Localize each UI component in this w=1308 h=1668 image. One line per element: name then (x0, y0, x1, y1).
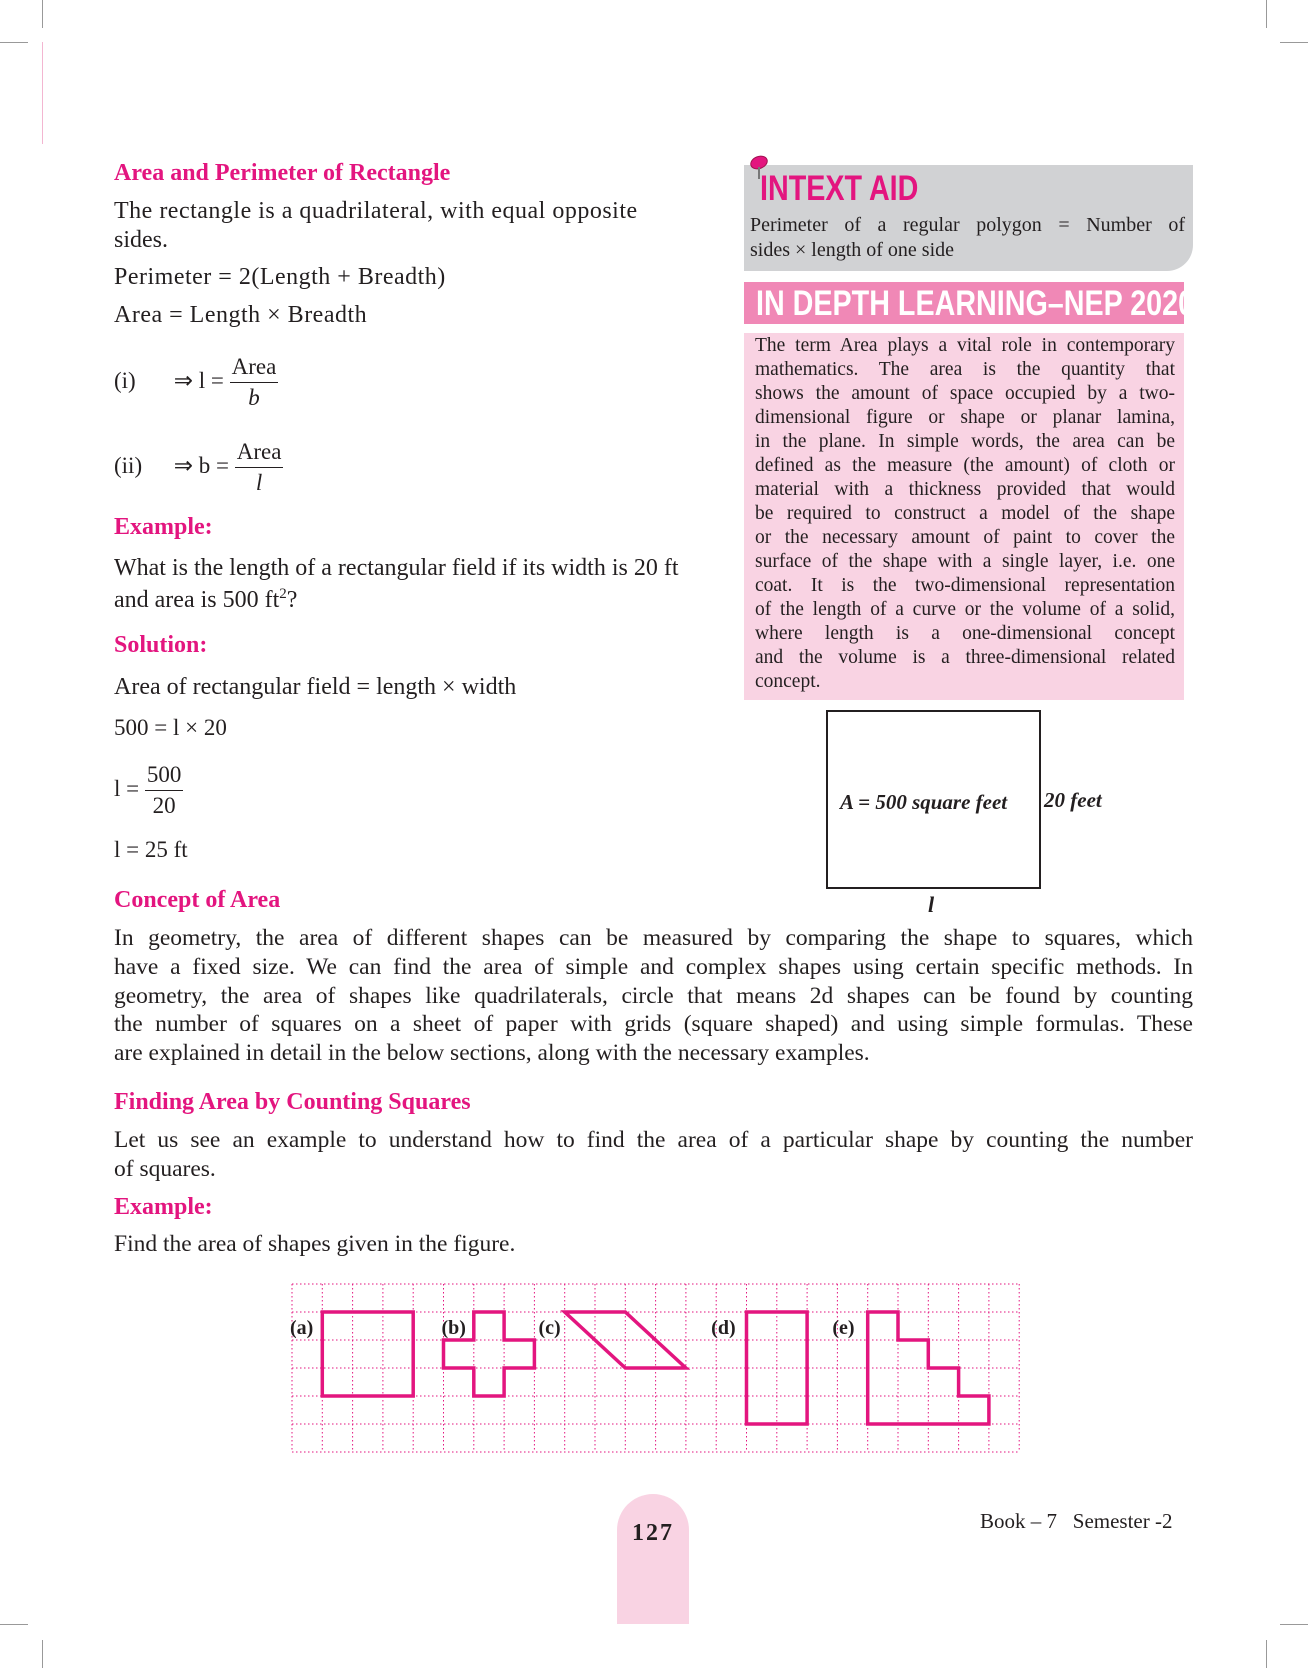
text-line: are explained in detail in the below sections, along with the necessary examples. (114, 1040, 870, 1067)
numerator: 500 (145, 760, 184, 791)
intext-aid-title: INTEXT AID (760, 169, 919, 208)
in-depth-header (744, 282, 1195, 324)
crop-mark (42, 0, 43, 28)
page-number: 127 (632, 1520, 674, 1546)
intext-line-1: Perimeter of a regular polygon = Number of (750, 214, 1185, 236)
solution-answer: l = 25 ft (114, 837, 188, 862)
area-formula: Area = Length × Breadth (114, 302, 368, 328)
text-line: coat. It is the two-dimensional representation (755, 575, 1175, 596)
example-heading: Example: (114, 514, 213, 540)
rectangle-length-label: l (928, 892, 935, 917)
denominator: b (248, 385, 260, 410)
question-line-2 (114, 586, 297, 614)
numerator: Area (230, 352, 279, 383)
formula-length (114, 352, 278, 413)
book-label: Book – 7 (980, 1509, 1058, 1533)
text-line: where length is a one-dimensional concept (755, 623, 1175, 644)
shape-label: (c) (538, 1317, 561, 1339)
question-text: and area is 500 ft (114, 587, 280, 613)
text-sides: sides. (114, 227, 168, 253)
text-line: have a fixed size. We can find the area of simple and complex shapes using certain specific methods. In (114, 953, 1193, 980)
shape-a (322, 1312, 413, 1396)
text-line: be required to construct a model of the shape (755, 503, 1175, 524)
heading-area-perimeter-rectangle: Area and Perimeter of Rectangle (114, 160, 451, 186)
heading-finding-area: Finding Area by Counting Squares (114, 1089, 471, 1115)
text-line: of squares. (114, 1155, 216, 1182)
solution-step-2: 500 = l × 20 (114, 715, 227, 740)
example-task: Find the area of shapes given in the figure. (114, 1231, 516, 1257)
formula-breadth (114, 437, 283, 498)
formula-number: (ii) (114, 452, 143, 478)
solution-step-3 (114, 760, 183, 821)
example-heading: Example: (114, 1194, 213, 1220)
rectangle-width-label: 20 feet (1044, 788, 1102, 812)
text-line: material with a thickness provided that would (755, 479, 1175, 500)
text-line: or the necessary amount of paint to cover the (755, 527, 1175, 548)
rectangle-figure (826, 710, 1041, 889)
shape-label: (b) (441, 1317, 466, 1339)
text-line: Let us see an example to understand how to find the area of a particular shape by counting the number (114, 1127, 1193, 1153)
text-line: mathematics. The area is the quantity that (755, 359, 1175, 380)
text-line: concept. (755, 671, 821, 692)
formula-lhs: ⇒ l = (173, 367, 224, 393)
numerator: Area (235, 437, 284, 468)
formula-number: (i) (114, 367, 136, 393)
crop-mark (42, 1640, 43, 1668)
crop-mark (0, 42, 28, 43)
semester-label: Semester -2 (1072, 1509, 1173, 1533)
text-line: in the plane. In simple words, the area can be (755, 431, 1175, 452)
question-mark: ? (286, 587, 298, 613)
text-line: the number of squares on a sheet of paper with grids (square shaped) and using simple formulas. These (114, 1011, 1193, 1038)
crop-mark (1280, 1624, 1308, 1625)
text-line: shows the amount of space occupied by a two- (755, 383, 1175, 404)
fraction (235, 437, 284, 498)
text-line: dimensional figure or shape or planar lamina, (755, 407, 1175, 428)
rectangle-area-label: A = 500 square feet (840, 790, 1008, 814)
question-line-1: What is the length of a rectangular field if its width is 20 ft (114, 555, 679, 581)
in-depth-body (744, 333, 1184, 700)
shape-label: (e) (832, 1317, 855, 1339)
text-line: surface of the shape with a single layer, i.e. one (755, 551, 1175, 572)
text-line: In geometry, the area of different shapes can be measured by comparing the shape to squares, which (114, 925, 1193, 951)
superscript: 2 (279, 586, 287, 602)
margin-line (42, 42, 43, 144)
fraction (145, 760, 184, 821)
heading-concept-of-area: Concept of Area (114, 887, 281, 913)
denominator: l (255, 470, 263, 495)
in-depth-title: IN DEPTH LEARNING–NEP 2020 (756, 284, 1195, 323)
formula-lhs: ⇒ b = (173, 452, 229, 478)
intext-line-2: sides × length of one side (750, 239, 955, 261)
crop-mark (1266, 1640, 1267, 1668)
text-line: of the length of a curve or the volume of a solid, (755, 599, 1175, 620)
text-line: The term Area plays a vital role in contemporary (755, 335, 1175, 356)
footer-book (980, 1509, 1173, 1534)
text-rectangle-definition: The rectangle is a quadrilateral, with equal opposite (114, 198, 638, 224)
solution-step-1: Area of rectangular field = length × width (114, 674, 517, 700)
shape-label: (d) (711, 1317, 736, 1339)
formula-lhs: l = (114, 775, 140, 801)
crop-mark (1266, 0, 1267, 28)
denominator: 20 (152, 793, 176, 818)
text-line: defined as the measure (the amount) of cloth or (755, 455, 1175, 476)
perimeter-formula: Perimeter = 2(Length + Breadth) (114, 264, 446, 290)
page-number-tab (617, 1494, 689, 1624)
grid-figure (290, 1282, 1022, 1456)
intext-aid-box (744, 165, 1193, 271)
crop-mark (1280, 42, 1308, 43)
crop-mark (0, 1624, 28, 1625)
fraction (230, 352, 279, 413)
text-line: and the volume is a three-dimensional related (755, 647, 1175, 668)
solution-heading: Solution: (114, 632, 208, 658)
text-line: geometry, the area of shapes like quadrilaterals, circle that means 2d shapes can be found by counting (114, 982, 1193, 1009)
shape-label: (a) (290, 1317, 314, 1339)
